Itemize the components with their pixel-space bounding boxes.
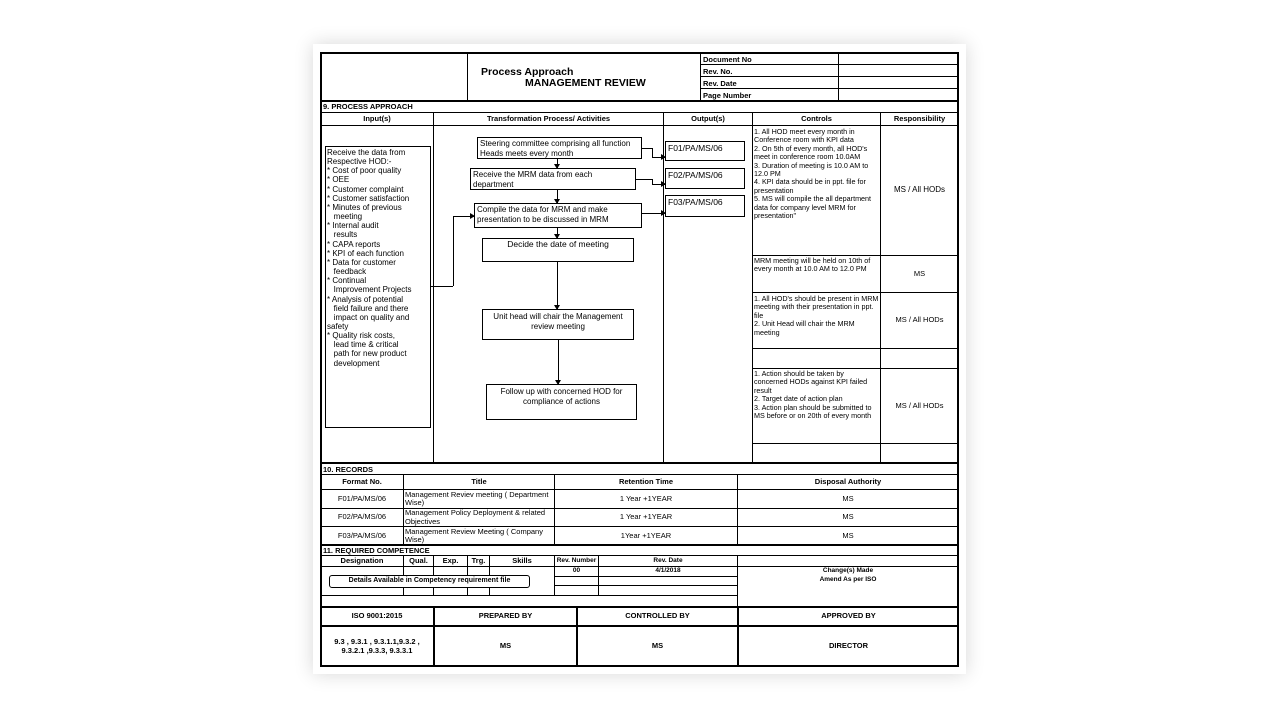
header-divider bbox=[467, 53, 468, 101]
process-step-2: Receive the MRM data from each department bbox=[470, 168, 636, 190]
controlled-by-value: MS bbox=[651, 640, 664, 650]
prepared-by-value: MS bbox=[499, 640, 512, 650]
connector-line bbox=[652, 148, 653, 157]
approved-by-value: DIRECTOR bbox=[828, 640, 869, 650]
rev-number-label: Rev. Number bbox=[556, 557, 597, 564]
records-col-format: Format No. bbox=[342, 476, 382, 486]
connector-line bbox=[636, 179, 652, 180]
input-item: safety bbox=[327, 321, 349, 331]
record-title: Management Policy Deployment & related Objectives bbox=[405, 508, 546, 526]
input-item: * OEE bbox=[327, 175, 350, 185]
record-authority: MS bbox=[842, 530, 854, 540]
iso-standard: ISO 9001:2015 bbox=[351, 611, 403, 621]
process-step-6: Follow up with concerned HOD for compliance of actions bbox=[486, 384, 637, 420]
records-col-authority: Disposal Authority bbox=[814, 476, 882, 486]
header-divider bbox=[700, 53, 701, 101]
flow-arrow bbox=[557, 262, 558, 309]
table-line bbox=[321, 125, 959, 126]
comp-col-exp: Exp. bbox=[442, 555, 459, 565]
flow-arrow bbox=[558, 340, 559, 384]
process-step-4: Decide the date of meeting bbox=[482, 238, 634, 262]
table-line bbox=[554, 585, 737, 586]
competence-heading: 11. REQUIRED COMPETENCE bbox=[323, 546, 430, 555]
input-item: * Customer complaint bbox=[327, 184, 404, 194]
prepared-by-label: PREPARED BY bbox=[478, 611, 533, 621]
record-format: F01/PA/MS/06 bbox=[337, 493, 387, 503]
input-item: * Data for customer bbox=[327, 257, 396, 267]
record-authority: MS bbox=[842, 512, 854, 522]
rev-no-label: Rev. No. bbox=[703, 67, 733, 76]
connector-line bbox=[642, 148, 652, 149]
column-divider bbox=[663, 112, 664, 462]
input-item: Improvement Projects bbox=[327, 285, 412, 295]
input-item: * Minutes of previous bbox=[327, 202, 402, 212]
connector-arrow bbox=[652, 184, 665, 185]
flow-arrow bbox=[557, 190, 558, 203]
changes-value: Amend As per ISO bbox=[819, 576, 877, 584]
col-header-controls: Controls bbox=[801, 113, 832, 123]
process-step-1: Steering committee comprising all function Heads meets every month bbox=[477, 137, 642, 159]
input-item: Receive the data from bbox=[327, 148, 406, 157]
control-text-1: 1. All HOD meet every month in Conference room with KPI data 2. On 5th of every month, all HOD's meet in conference room 10.0AM 3. Duration of meeting is 10.0 AM to 12.0 PM 4. KPI data should be in ppt. file for presentation 5. MS will compile the all department data for company level MRM for presentation" bbox=[754, 127, 872, 221]
output-box-3: F03/PA/MS/06 bbox=[665, 195, 745, 217]
meta-row-line bbox=[700, 88, 958, 89]
responsibility-1: MS / All HODs bbox=[893, 185, 946, 195]
input-item: field failure and there bbox=[327, 303, 409, 313]
records-col-title: Title bbox=[471, 476, 487, 486]
input-item: * Quality risk costs, bbox=[327, 331, 396, 341]
inputs-box bbox=[325, 146, 431, 428]
input-item: * Continual bbox=[327, 276, 367, 286]
row-line bbox=[752, 348, 959, 349]
connector-arrow bbox=[453, 216, 474, 217]
connector-line bbox=[431, 286, 453, 287]
page-number-label: Page Number bbox=[703, 91, 752, 100]
process-approach-heading: 9. PROCESS APPROACH bbox=[323, 102, 413, 111]
connector-line bbox=[453, 216, 454, 286]
rev-date-label: Rev. Date bbox=[653, 556, 683, 564]
responsibility-3: MS / All HODs bbox=[895, 315, 944, 325]
record-retention: 1 Year +1YEAR bbox=[619, 512, 673, 522]
input-item: * Analysis of potential bbox=[327, 294, 404, 304]
header-divider bbox=[838, 53, 839, 101]
input-item: path for new product bbox=[327, 349, 407, 359]
page-subtitle: MANAGEMENT REVIEW bbox=[525, 77, 646, 89]
process-step-3: Compile the data for MRM and make presentation to be discussed in MRM bbox=[474, 203, 642, 228]
comp-col-skills: Skills bbox=[512, 555, 532, 565]
col-header-outputs: Output(s) bbox=[691, 113, 725, 123]
input-item: * Internal audit bbox=[327, 221, 379, 231]
record-title: Management Reviev meeting ( Department Wise) bbox=[405, 489, 549, 507]
comp-col-designation: Designation bbox=[340, 555, 384, 565]
col-header-inputs: Input(s) bbox=[363, 113, 391, 123]
records-heading: 10. RECORDS bbox=[323, 465, 374, 474]
record-format: F03/PA/MS/06 bbox=[337, 530, 387, 540]
col-header-responsibility: Responsibility bbox=[893, 113, 946, 123]
record-authority: MS bbox=[842, 493, 854, 503]
rev-date-label: Rev. Date bbox=[703, 79, 737, 88]
input-item: * Customer satisfaction bbox=[327, 193, 410, 203]
section-divider bbox=[321, 462, 959, 464]
column-divider bbox=[752, 112, 753, 462]
meta-row-line bbox=[700, 64, 958, 65]
responsibility-2: MS bbox=[913, 268, 926, 278]
record-retention: 1 Year +1YEAR bbox=[619, 493, 673, 503]
page-title: Process Approach bbox=[481, 66, 574, 78]
table-line bbox=[554, 576, 737, 577]
input-item: results bbox=[327, 230, 358, 240]
control-text-2: MRM meeting will be held on 10th of every month at 10.0 AM to 12.0 PM bbox=[754, 256, 871, 274]
section-divider bbox=[321, 100, 959, 102]
responsibility-4: MS / All HODs bbox=[895, 400, 944, 410]
process-step-5: Unit head will chair the Management review meeting bbox=[482, 309, 634, 340]
output-box-2: F02/PA/MS/06 bbox=[665, 168, 745, 189]
row-line bbox=[752, 443, 959, 444]
input-item: * Cost of poor quality bbox=[327, 166, 402, 176]
col-header-process: Transformation Process/ Activities bbox=[486, 113, 611, 123]
comp-col-qual: Qual. bbox=[409, 555, 428, 565]
input-item: * KPI of each function bbox=[327, 248, 404, 258]
control-text-3: 1. All HOD's should be present in MRM meeting with their presentation in ppt. file 2. Unit Head will chair the MRM meeting bbox=[754, 294, 879, 337]
input-item: development bbox=[327, 358, 380, 368]
record-format: F02/PA/MS/06 bbox=[337, 512, 387, 522]
document-no-label: Document No bbox=[703, 55, 752, 64]
output-box-1: F01/PA/MS/06 bbox=[665, 141, 745, 161]
changes-label: Change(s) Made bbox=[822, 567, 874, 575]
controlled-by-label: CONTROLLED BY bbox=[625, 611, 690, 621]
connector-arrow bbox=[642, 213, 665, 214]
approved-by-label: APPROVED BY bbox=[821, 611, 876, 621]
inputs-list bbox=[327, 148, 411, 368]
input-item: * CAPA reports bbox=[327, 239, 381, 249]
rev-number-value: 00 bbox=[572, 567, 581, 575]
control-text-4: 1. Action should be taken by concerned HODs against KPI failed result 2. Target date of action plan 3. Action plan should be submitted to MS before or on 20th of every month bbox=[754, 369, 872, 421]
iso-clauses: 9.3 , 9.3.1 , 9.3.1.1,9.3.2 , 9.3.2.1 ,9.3.3, 9.3.3.1 bbox=[334, 637, 420, 655]
record-retention: 1Year +1YEAR bbox=[620, 530, 672, 540]
records-col-retention: Retention Time bbox=[618, 476, 674, 486]
input-item: impact on quality and bbox=[327, 312, 410, 322]
table-line bbox=[321, 595, 737, 596]
input-item: feedback bbox=[327, 267, 367, 277]
connector-arrow bbox=[652, 157, 665, 158]
input-item: meeting bbox=[327, 212, 363, 222]
input-item: Respective HOD:- bbox=[327, 157, 392, 167]
flow-arrow bbox=[557, 228, 558, 238]
column-divider bbox=[433, 112, 434, 462]
competency-note: Details Available in Competency requirement file bbox=[329, 575, 530, 588]
record-title: Management Review Meeting ( Company Wise) bbox=[405, 526, 543, 544]
input-item: lead time & critical bbox=[327, 340, 399, 350]
rev-date-value: 4/1/2018 bbox=[655, 567, 681, 575]
flow-arrow bbox=[557, 159, 558, 168]
meta-row-line bbox=[700, 76, 958, 77]
comp-col-trg: Trg. bbox=[471, 555, 486, 565]
